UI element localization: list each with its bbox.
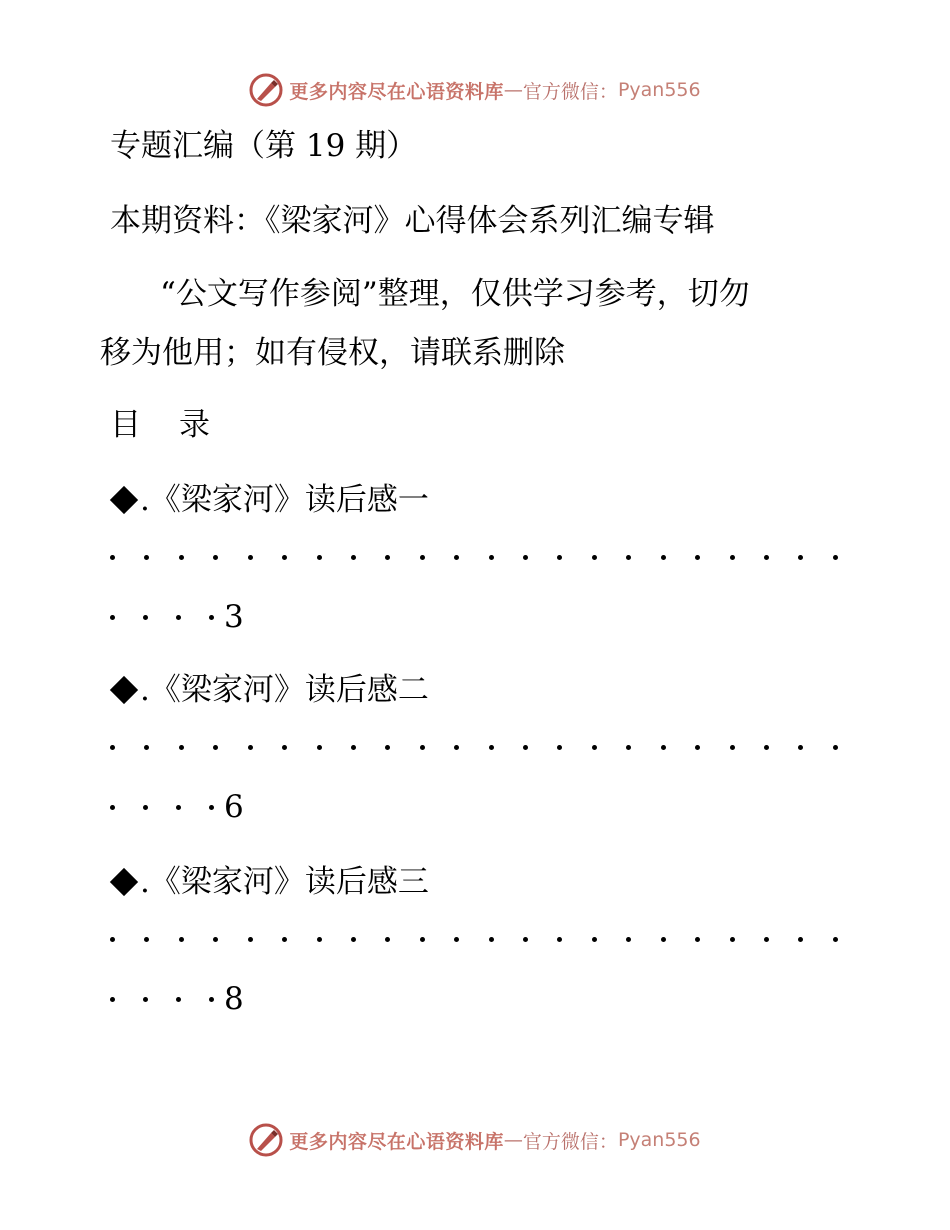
diamond-bullet-icon bbox=[110, 675, 138, 703]
toc-leader-dots bbox=[110, 537, 838, 577]
banner-wechat-label: 官方微信： bbox=[522, 1130, 618, 1153]
banner-site-name: 更多内容尽在心语资料库 bbox=[289, 1130, 504, 1153]
toc-leader-dots bbox=[110, 727, 838, 767]
toc-item[interactable] bbox=[110, 480, 429, 520]
toc-item-prefix: . bbox=[140, 864, 150, 900]
toc-title bbox=[110, 405, 210, 445]
toc-item-page: 3 bbox=[224, 599, 244, 635]
footer-banner bbox=[0, 1120, 950, 1160]
toc-item-title: 《梁家河》读后感三 bbox=[149, 864, 429, 900]
issue-material: 本期资料：《梁家河》心得体会系列汇编专辑 bbox=[110, 203, 715, 239]
banner-site-name: 更多内容尽在心语资料库 bbox=[289, 80, 504, 103]
diamond-bullet-icon bbox=[110, 867, 138, 895]
pen-logo-icon bbox=[249, 73, 283, 107]
toc-item-title: 《梁家河》读后感一 bbox=[149, 482, 429, 518]
toc-title-b: 录 bbox=[179, 407, 210, 443]
note-line-1: “公文写作参阅”整理，仅供学习参考，切勿 bbox=[160, 276, 750, 312]
toc-leader-tail bbox=[110, 597, 244, 637]
toc-item-prefix: . bbox=[140, 672, 150, 708]
toc-item[interactable] bbox=[110, 670, 429, 710]
toc-item[interactable] bbox=[110, 862, 429, 902]
banner-wechat-id: Pyan556 bbox=[617, 1129, 701, 1151]
note-line-2: 移为他用；如有侵权，请联系删除 bbox=[100, 335, 565, 371]
toc-leader-tail bbox=[110, 979, 244, 1019]
toc-title-a: 目 bbox=[110, 407, 141, 443]
header-banner bbox=[0, 70, 950, 110]
toc-item-page: 8 bbox=[224, 981, 244, 1017]
toc-leader-tail bbox=[110, 787, 244, 827]
toc-item-title: 《梁家河》读后感二 bbox=[149, 672, 429, 708]
banner-dash: — bbox=[503, 79, 523, 101]
toc-leader-dots bbox=[110, 919, 838, 959]
banner-wechat-id: Pyan556 bbox=[617, 79, 701, 101]
toc-item-page: 6 bbox=[224, 789, 244, 825]
pen-logo-icon bbox=[249, 1123, 283, 1157]
banner-dash: — bbox=[503, 1129, 523, 1151]
toc-item-prefix: . bbox=[140, 482, 150, 518]
banner-wechat-label: 官方微信： bbox=[522, 80, 618, 103]
diamond-bullet-icon bbox=[110, 485, 138, 513]
series-title: 专题汇编（第 19 期） bbox=[110, 128, 418, 164]
